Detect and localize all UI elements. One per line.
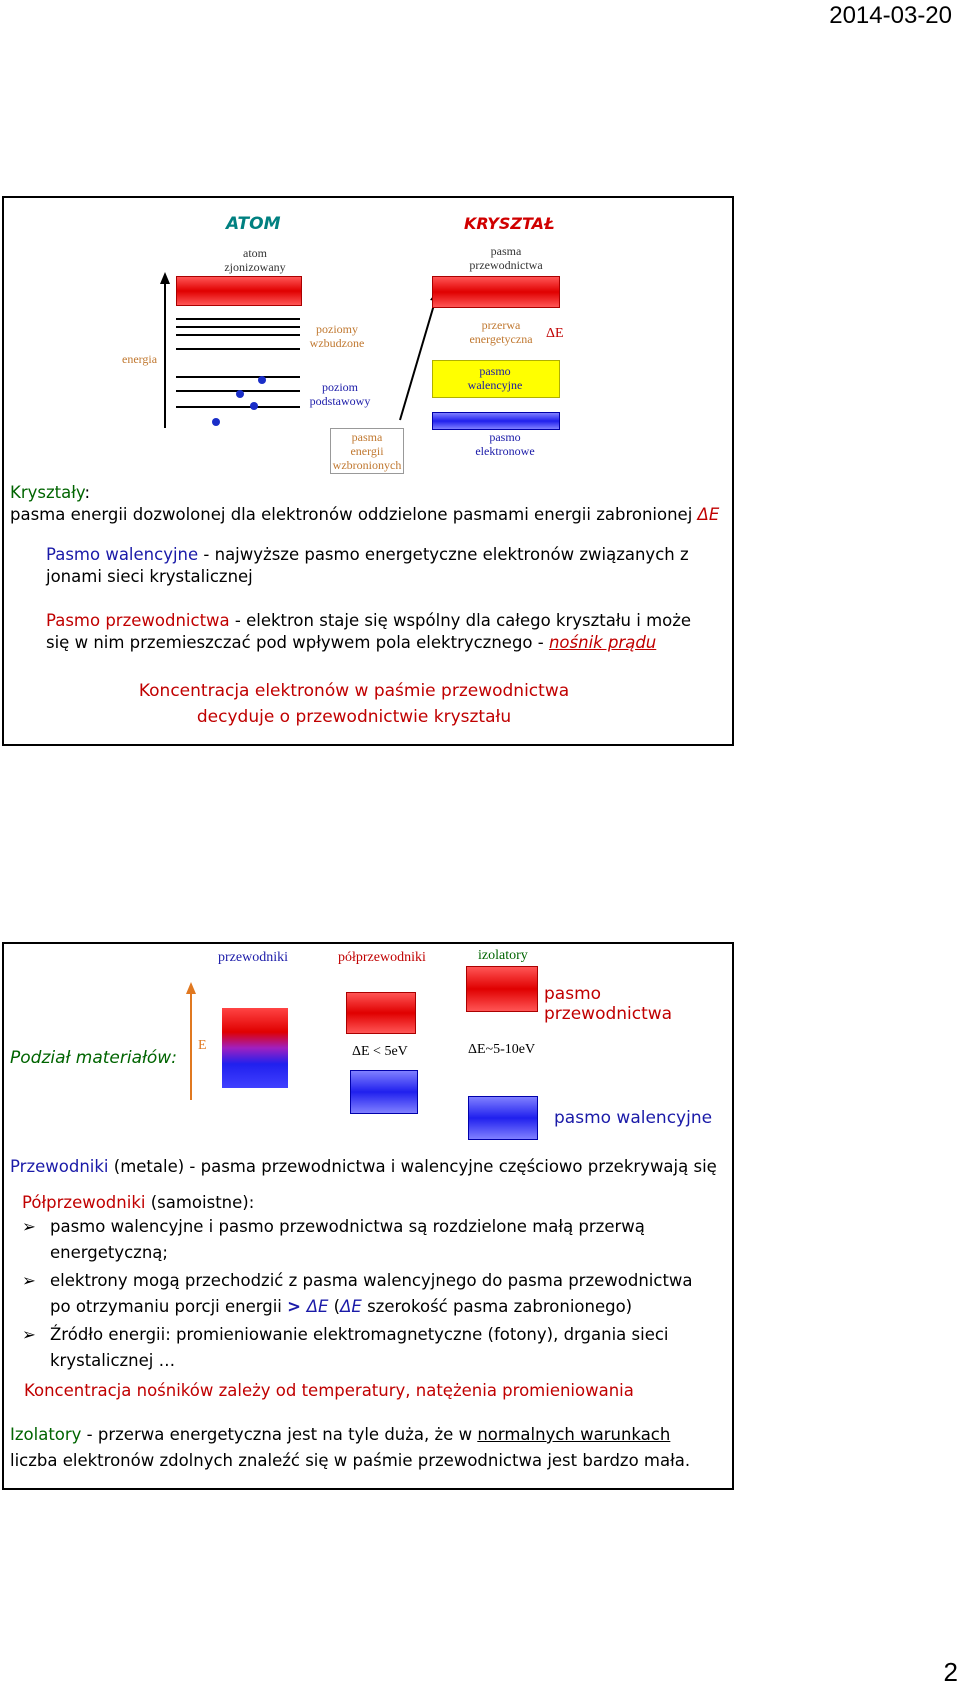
- bullet-icon: ➢: [22, 1271, 36, 1290]
- valence-definition: [46, 544, 689, 588]
- bullet2-delta: ΔE: [306, 1297, 329, 1316]
- bullet3-b: krystalicznej …: [50, 1351, 176, 1370]
- semiconductors-heading: [22, 1192, 254, 1214]
- conclusion: [4, 678, 704, 730]
- insulator-gap: ΔE~5-10eV: [468, 1042, 536, 1057]
- atom-title: ATOM: [226, 214, 281, 234]
- conduction-term: Pasmo przewodnictwa: [46, 611, 230, 630]
- atom-ionized-band: [176, 276, 302, 306]
- slide-energy-bands: [2, 196, 734, 746]
- excited-level-5: [176, 376, 300, 378]
- insulator-valence-band: [468, 1096, 538, 1140]
- ground-level-label: poziom podstawowy: [309, 380, 371, 408]
- semiconductor-conduction-band: [346, 992, 416, 1034]
- crystals-colon: :: [84, 483, 91, 502]
- conduction-band-label: pasmo przewodnictwa: [544, 984, 673, 1024]
- crystal-title: KRYSZTAŁ: [464, 214, 555, 233]
- crystals-term: Kryształy: [10, 483, 85, 502]
- conductor-bands: [222, 1008, 288, 1088]
- electron-band-label: pasmo elektronowe: [475, 430, 535, 458]
- semiconductor-gap: ΔE < 5eV: [352, 1044, 408, 1059]
- conductors-term: Przewodniki: [10, 1157, 109, 1176]
- excited-level-1: [176, 318, 300, 320]
- insulator-conduction-band: [466, 966, 538, 1012]
- atom-ionized-label: atom zjonizowany: [224, 246, 286, 274]
- insulators-definition: [10, 1422, 690, 1474]
- bullet1-b: energetyczną;: [50, 1243, 168, 1262]
- crystals-delta: ΔE: [697, 505, 720, 524]
- delta-e-label: ΔE: [546, 326, 564, 341]
- col-semiconductors: półprzewodniki: [338, 950, 426, 965]
- ground-level-line: [176, 406, 300, 408]
- insulators-def-2: liczba elektronów zdolnych znaleźć się w paśmie przewodnictwa jest bardzo mała.: [10, 1451, 691, 1470]
- energy-axis-arrow: [184, 982, 198, 1100]
- crystals-line: pasma energii dozwolonej dla elektronów oddzielone pasmami energii zabronionej: [10, 505, 693, 524]
- conclusion-line-2: decyduje o przewodnictwie kryształu: [196, 707, 512, 727]
- crystals-definition: [10, 504, 719, 526]
- valence-band-label: pasmo walencyjne: [554, 1108, 713, 1128]
- conclusion-line-1: Koncentracja elektronów w paśmie przewodnictwa: [138, 681, 570, 701]
- valence-band-label: pasmo walencyjne: [467, 364, 523, 392]
- semi-term: Półprzewodniki: [22, 1193, 146, 1212]
- electron-dot: [258, 376, 266, 384]
- list-item: [22, 1214, 645, 1266]
- transition-arrow: [396, 288, 444, 424]
- semiconductor-valence-band: [350, 1070, 418, 1114]
- col-conductors: przewodniki: [218, 950, 288, 965]
- excited-level-2: [176, 326, 300, 328]
- slide-material-classification: [2, 942, 734, 1490]
- insulators-def-1: - przerwa energetyczna jest na tyle duża, że w: [81, 1425, 478, 1444]
- conduction-def-1: - elektron staje się wspólny dla całego kryształu i może: [229, 611, 692, 630]
- list-item: [22, 1322, 669, 1374]
- conduction-band: [432, 276, 560, 308]
- bullet1-a: pasmo walencyjne i pasmo przewodnictwa są rozdzielone małą przerwą: [50, 1217, 645, 1236]
- bullet2-delta2: ΔE: [340, 1297, 362, 1316]
- valence-def-2: jonami sieci krystalicznej: [46, 567, 253, 586]
- bullet2-a: elektrony mogą przechodzić z pasma walencyjnego do pasma przewodnictwa: [50, 1271, 693, 1290]
- electron-dot: [250, 402, 258, 410]
- excited-level-3: [176, 334, 300, 336]
- excited-level-4: [176, 348, 300, 350]
- bullet2-b-pre: po otrzymaniu porcji energii: [50, 1297, 288, 1316]
- conductors-def: (metale) - pasma przewodnictwa i walencyjne częściowo przekrywają się: [108, 1157, 717, 1176]
- semi-suffix: (samoistne):: [145, 1193, 255, 1212]
- bullet2-rest: szerokość pasma zabronionego): [361, 1297, 633, 1316]
- e-axis-label: E: [198, 1038, 207, 1053]
- bullet-icon: ➢: [22, 1325, 36, 1344]
- charge-carrier: nośnik prądu: [548, 633, 657, 652]
- conduction-band-label: pasma przewodnictwa: [469, 244, 543, 272]
- division-label: Podział materiałów:: [10, 1048, 177, 1068]
- normal-conditions: normalnych warunkach: [477, 1425, 671, 1444]
- insulators-term: Izolatory: [10, 1425, 82, 1444]
- forbidden-bands-label: pasma energii wzbronionych: [330, 428, 404, 474]
- page-number: 2: [943, 1657, 958, 1687]
- bullet2-open: (: [328, 1297, 341, 1316]
- date-header: 2014-03-20: [829, 2, 952, 29]
- electron-band: [432, 412, 560, 430]
- energy-label: energia: [122, 352, 158, 366]
- crystals-heading: [10, 482, 90, 504]
- list-item: [22, 1268, 693, 1320]
- energy-axis-arrow: [158, 272, 172, 428]
- bullet3-a: Źródło energii: promieniowanie elektromagnetyczne (fotony), drgania sieci: [50, 1325, 669, 1344]
- bullet-icon: ➢: [22, 1217, 36, 1236]
- electron-dot: [236, 390, 244, 398]
- bullet2-gt: >: [287, 1297, 307, 1316]
- conduction-definition: [46, 610, 691, 654]
- energy-gap-label: przerwa energetyczna: [469, 318, 533, 346]
- conduction-def-2: się w nim przemieszczać pod wpływem pola elektrycznego -: [46, 633, 549, 652]
- col-insulators: izolatory: [478, 948, 528, 963]
- valence-def-1: - najwyższe pasmo energetyczne elektronów związanych z: [198, 545, 689, 564]
- valence-term: Pasmo walencyjne: [46, 545, 199, 564]
- concentration-note: Koncentracja nośników zależy od temperatury, natężenia promieniowania: [24, 1381, 634, 1400]
- electron-dot: [212, 418, 220, 426]
- conductors-definition: [10, 1156, 717, 1178]
- excited-levels-label: poziomy wzbudzone: [309, 322, 365, 350]
